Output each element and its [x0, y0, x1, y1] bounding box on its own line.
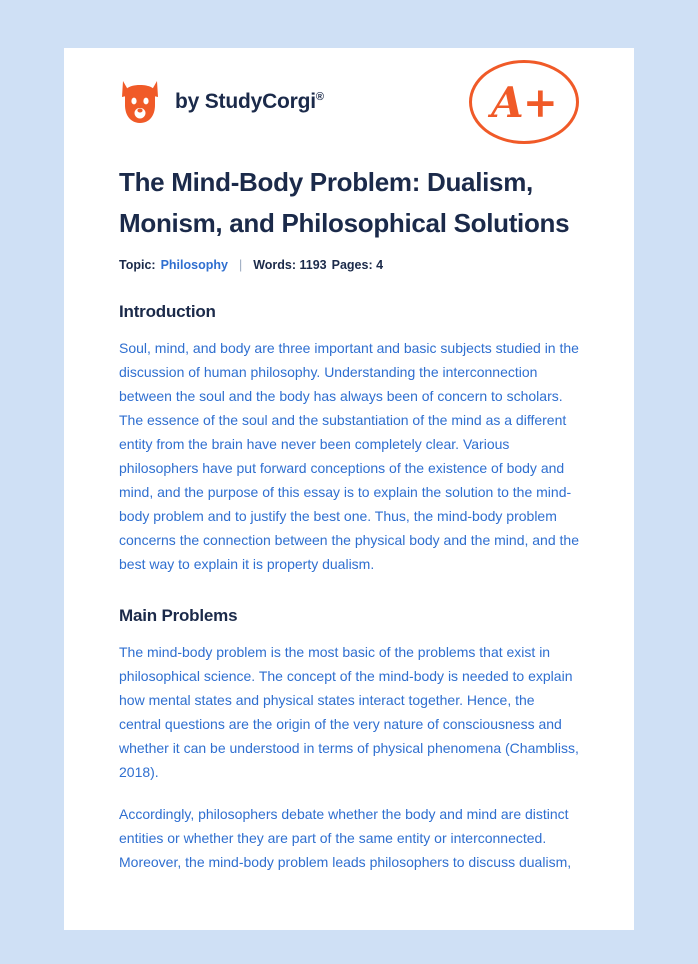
corgi-logo-icon	[119, 79, 161, 125]
section-heading-introduction: Introduction	[119, 302, 216, 321]
paragraph: Accordingly, philosophers debate whether the body and mind are distinct entities or whether they are part of the same entity or interconnected. Moreover, the mind-body problem leads philosophers to discuss dualism,	[119, 806, 572, 870]
word-count: Words: 1193	[253, 258, 327, 272]
page-count: Pages: 4	[331, 258, 384, 272]
document-meta	[119, 258, 579, 272]
paragraph: The mind-body problem is the most basic of the problems that exist in philosophical science. The concept of the mind-body is needed to explain how mental states and physical states interact together. Hence, the central questions are the origin of the very nature of consciousness and whether it can be understood in terms of physical phenomena (Chambliss, 2018).	[119, 644, 579, 780]
registered-trademark-icon: ®	[315, 91, 324, 103]
topic-link[interactable]: Philosophy	[160, 258, 228, 272]
document-sheet	[64, 48, 634, 930]
paragraph: Soul, mind, and body are three important and basic subjects studied in the discussion of human philosophy. Understanding the interconnection between the soul and the body has always been of concern to scholars. The essence of the soul and the substantiation of the mind as a different entity from the brain have never been completely clear. Various philosophers have put forward conceptions of the existence of body and mind, and the purpose of this essay is to explain the solution to the mind-body problem and to justify the best one. Thus, the mind-body problem concerns the connection between the physical body and the mind, and the best way to explain it is property dualism.	[119, 340, 579, 572]
grade-badge	[469, 60, 579, 144]
grade-label: A+	[491, 77, 557, 127]
page-title: The Mind-Body Problem: Dualism, Monism, and Philosophical Solutions	[119, 167, 570, 238]
topic-label: Topic:	[119, 258, 156, 272]
brand-logo[interactable]	[119, 79, 324, 125]
document-content	[64, 48, 634, 874]
section-heading-main-problems: Main Problems	[119, 606, 238, 625]
brand-name: StudyCorgi	[204, 90, 316, 113]
document-header	[119, 48, 579, 132]
brand-by-label: by	[175, 90, 200, 113]
meta-separator: |	[238, 258, 243, 272]
content-fade-overlay	[64, 874, 634, 930]
brand-wordmark	[175, 90, 324, 114]
